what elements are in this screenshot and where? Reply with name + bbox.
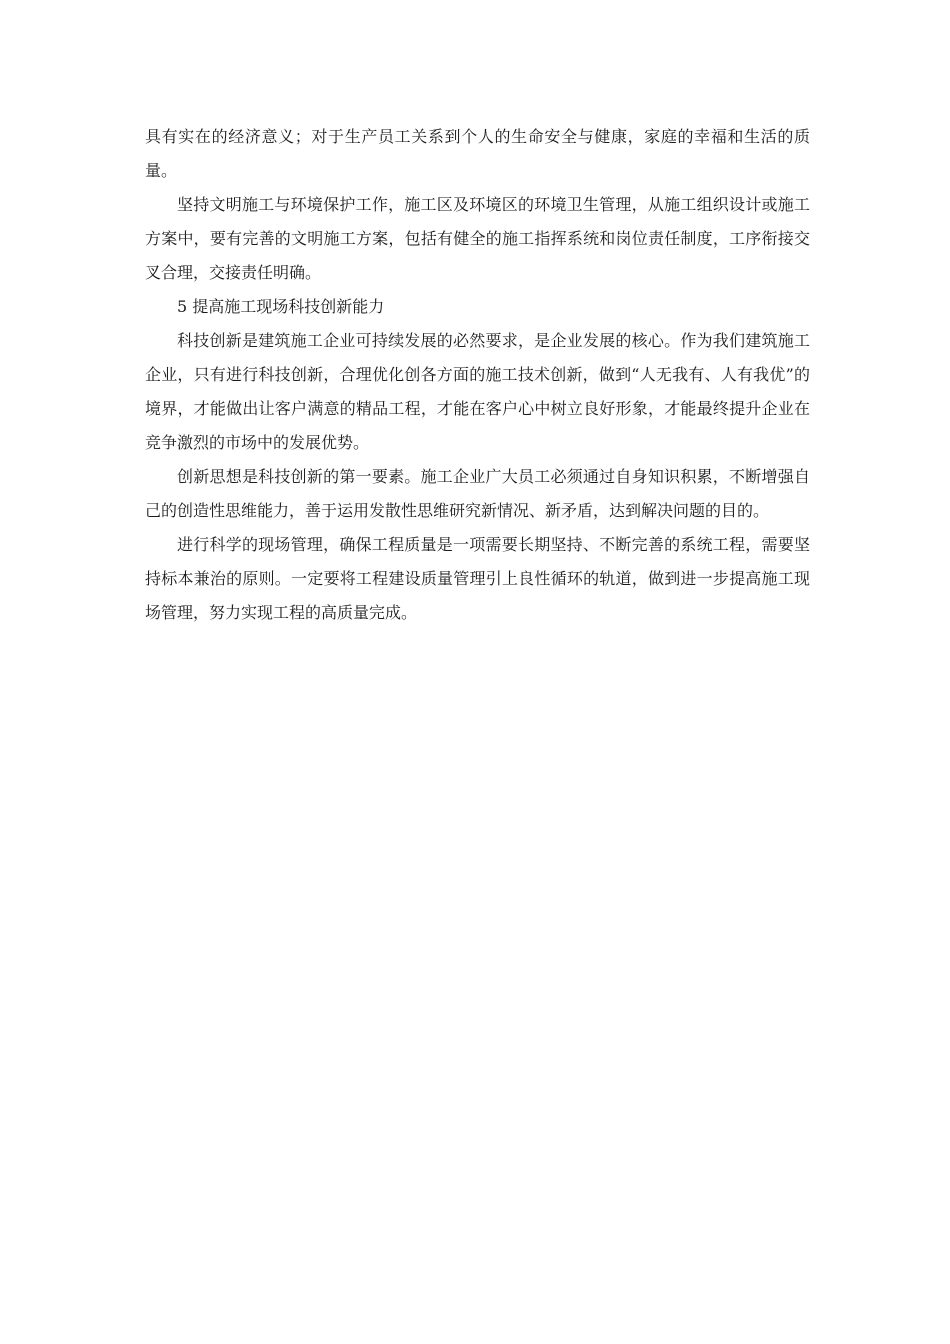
paragraph-site-management: 进行科学的现场管理，确保工程质量是一项需要长期坚持、不断完善的系统工程，需要坚持标本兼治的原则。一定要将工程建设质量管理引上良性循环的轨道，做到进一步提高施工现场管理，努力实现工程的高质量完成。 — [145, 535, 810, 622]
document-body — [145, 120, 810, 630]
paragraph-innovative-thinking: 创新思想是科技创新的第一要素。施工企业广大员工必须通过自身知识积累，不断增强自己的创造性思维能力，善于运用发散性思维研究新情况、新矛盾，达到解决问题的目的。 — [145, 467, 810, 520]
paragraph-continuation: 具有实在的经济意义；对于生产员工关系到个人的生命安全与健康，家庭的幸福和生活的质量。 — [145, 127, 810, 180]
section-heading: 5 提高施工现场科技创新能力 — [177, 297, 385, 316]
paragraph-tech-innovation: 科技创新是建筑施工企业可持续发展的必然要求，是企业发展的核心。作为我们建筑施工企业，只有进行科技创新，合理优化创各方面的施工技术创新，做到“人无我有、人有我优”的境界，才能做出让客户满意的精品工程，才能在客户心中树立良好形象，才能最终提升企业在竞争激烈的市场中的发展优势。 — [145, 331, 810, 452]
paragraph-civilized-construction: 坚持文明施工与环境保护工作，施工区及环境区的环境卫生管理，从施工组织设计或施工方案中，要有完善的文明施工方案，包括有健全的施工指挥系统和岗位责任制度，工序衔接交叉合理，交接责任明确。 — [145, 195, 810, 282]
